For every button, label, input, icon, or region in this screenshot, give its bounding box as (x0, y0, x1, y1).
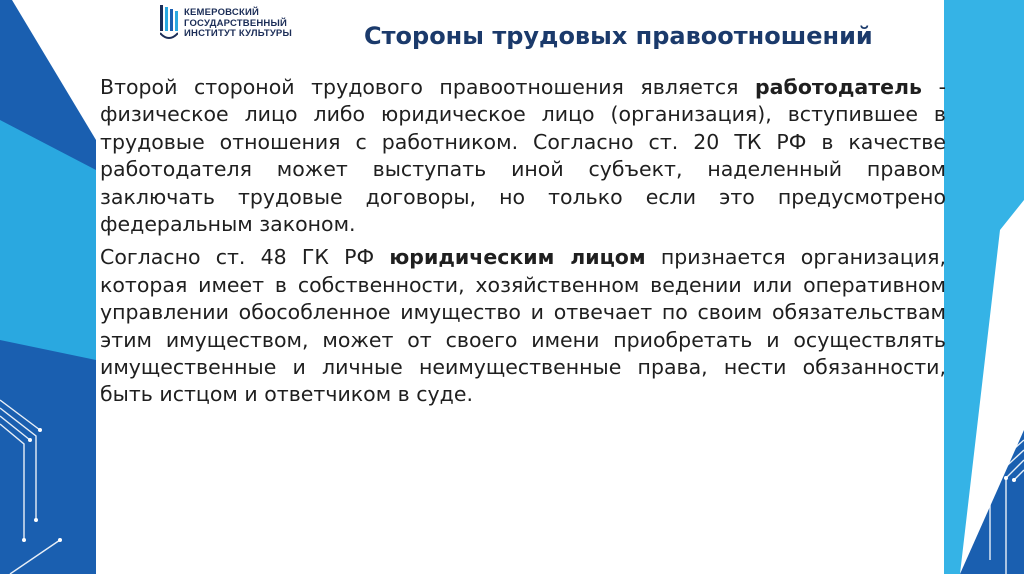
term-employer: работодатель (755, 75, 923, 99)
slide-content (100, 74, 946, 415)
logo-line-2: ГОСУДАРСТВЕННЫЙ (184, 17, 288, 29)
institute-logo-icon (160, 5, 178, 43)
logo-line-3: ИНСТИТУТ КУЛЬТУРЫ (184, 28, 292, 40)
term-legal-entity: юридическим лицом (389, 245, 646, 270)
institute-name (184, 8, 292, 40)
paragraph-1-text-c: - физическое лицо либо юридическое лицо (организация), вступившее в трудовые отношения с работником. Согласно ст. 20 ТК РФ в качестве работодателя может выступать иной субъект, наделенный правом заключать трудовые договоры, но только если это предусмотрено федеральным законом. (100, 75, 946, 237)
logo-line-1: КЕМЕРОВСКИЙ (184, 7, 259, 19)
institute-logo (160, 5, 292, 43)
slide-title: Стороны трудовых правоотношений (364, 22, 873, 50)
paragraph-legal-entity (100, 244, 946, 408)
paragraph-employer (100, 74, 946, 238)
paragraph-1-text-a: Второй стороной трудового правоотношения является (100, 75, 755, 99)
paragraph-2-text-c: признается организация, которая имеет в собственности, хозяйственном ведении или оперативном управлении обособленное имущество и отвечает по своим обязательствам этим имуществом, может от своего имени приобретать и осуществлять имущественные и личные неимущественные права, нести обязанности, быть истцом и ответчиком в суде. (100, 245, 946, 407)
paragraph-2-text-a: Согласно ст. 48 ГК РФ (100, 245, 390, 270)
